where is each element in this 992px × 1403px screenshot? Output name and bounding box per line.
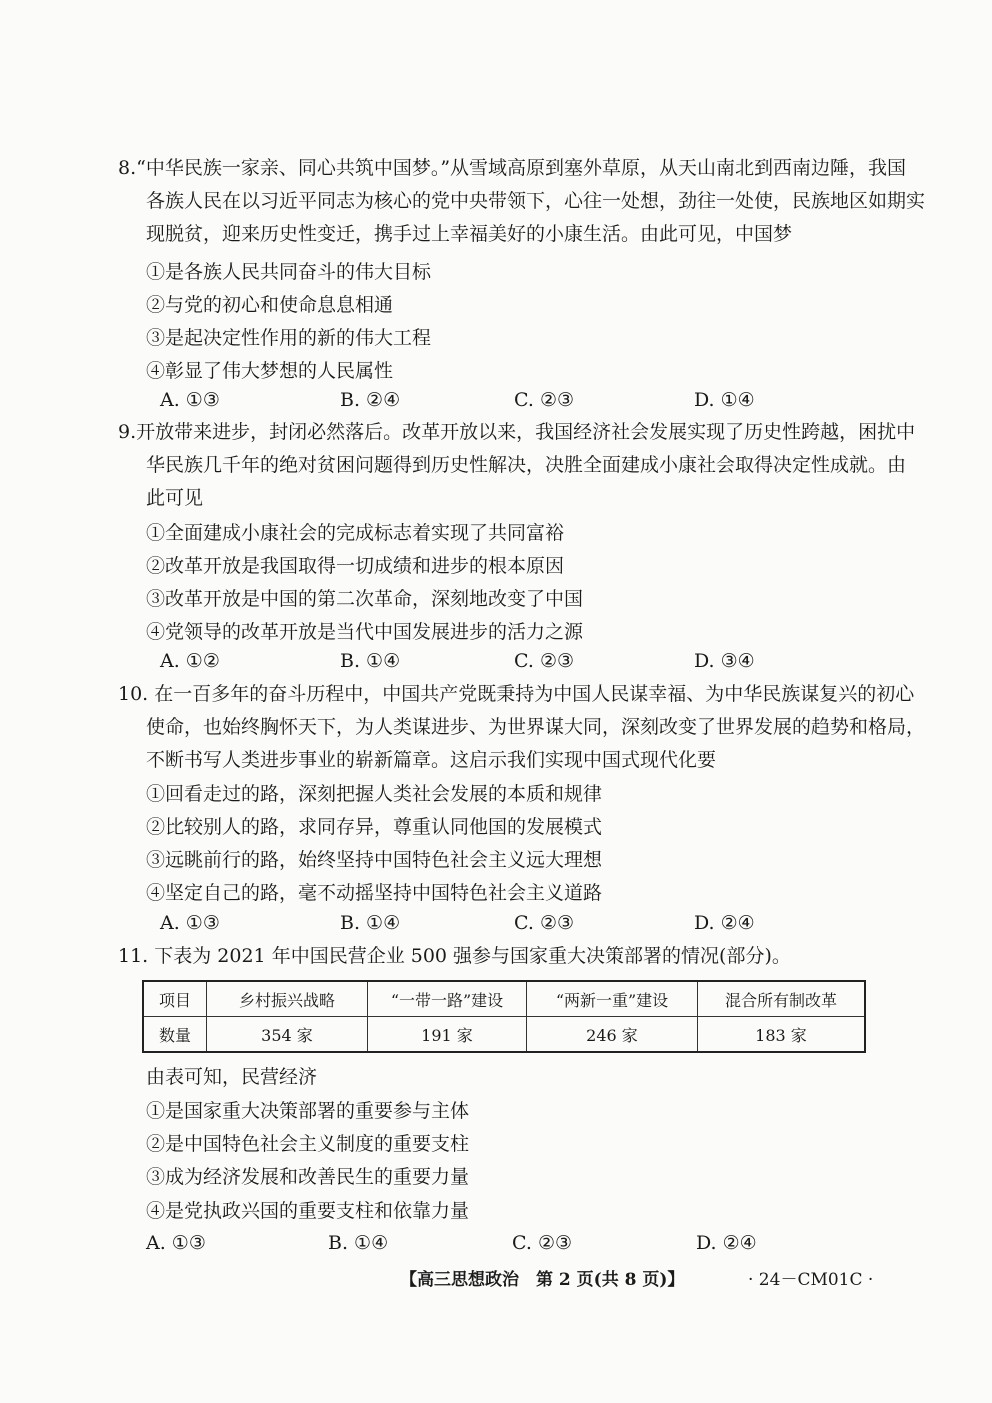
question-11-option-4: ④是党执政兴国的重要支柱和依靠力量 bbox=[146, 1200, 470, 1222]
question-10-answer-a: A. ①③ bbox=[160, 912, 220, 934]
question-8-answer-c: C. ②③ bbox=[514, 389, 575, 411]
question-9-answer-b: B. ①④ bbox=[340, 650, 401, 672]
table-header-cell: 项目 bbox=[143, 981, 207, 1017]
question-11-option-2: ②是中国特色社会主义制度的重要支柱 bbox=[146, 1133, 470, 1155]
table-header-row bbox=[143, 981, 865, 1017]
question-11-after-table: 由表可知，民营经济 bbox=[146, 1066, 318, 1088]
question-10-stem-line-3: 不断书写人类进步事业的崭新篇章。这启示我们实现中国式现代化要 bbox=[146, 749, 717, 771]
question-10-answer-c: C. ②③ bbox=[514, 912, 575, 934]
question-10-option-3: ③远眺前行的路，始终坚持中国特色社会主义远大理想 bbox=[146, 849, 603, 871]
question-9-option-2: ②改革开放是我国取得一切成绩和进步的根本原因 bbox=[146, 555, 565, 577]
question-11-stem-line-1: 11. 下表为 2021 年中国民营企业 500 强参与国家重大决策部署的情况(部分)。 bbox=[118, 945, 791, 967]
table-cell: 数量 bbox=[143, 1017, 207, 1053]
question-10-option-2: ②比较别人的路，求同存异，尊重认同他国的发展模式 bbox=[146, 816, 603, 838]
question-9-option-1: ①全面建成小康社会的完成标志着实现了共同富裕 bbox=[146, 522, 565, 544]
question-11-option-1: ①是国家重大决策部署的重要参与主体 bbox=[146, 1100, 470, 1122]
table-cell: 183 家 bbox=[698, 1017, 866, 1053]
table-header-cell: “两新一重”建设 bbox=[527, 981, 698, 1017]
question-8-option-4: ④彰显了伟大梦想的人民属性 bbox=[146, 360, 394, 382]
question-10-option-1: ①回看走过的路，深刻把握人类社会发展的本质和规律 bbox=[146, 783, 603, 805]
question-8-option-3: ③是起决定性作用的新的伟大工程 bbox=[146, 327, 432, 349]
question-8-answer-d: D. ①④ bbox=[694, 389, 755, 411]
question-9-stem-line-3: 此可见 bbox=[146, 487, 204, 509]
table-header-cell: 乡村振兴战略 bbox=[207, 981, 368, 1017]
table-cell: 246 家 bbox=[527, 1017, 698, 1053]
question-9-answer-c: C. ②③ bbox=[514, 650, 575, 672]
question-11-option-3: ③成为经济发展和改善民生的重要力量 bbox=[146, 1166, 470, 1188]
table-cell: 354 家 bbox=[207, 1017, 368, 1053]
question-8-answer-b: B. ②④ bbox=[340, 389, 401, 411]
question-8-stem-line-3: 现脱贫，迎来历史性变迁，携手过上幸福美好的小康生活。由此可见，中国梦 bbox=[146, 223, 793, 245]
question-11-answer-c: C. ②③ bbox=[512, 1232, 573, 1254]
table-cell: 191 家 bbox=[368, 1017, 527, 1053]
data-table bbox=[142, 980, 866, 1053]
question-11-answer-a: A. ①③ bbox=[146, 1232, 206, 1254]
question-9-answer-a: A. ①② bbox=[160, 650, 220, 672]
question-10-answer-b: B. ①④ bbox=[340, 912, 401, 934]
question-10-option-4: ④坚定自己的路，毫不动摇坚持中国特色社会主义道路 bbox=[146, 882, 603, 904]
question-8-answer-a: A. ①③ bbox=[160, 389, 220, 411]
question-8-stem-line-1: 8.“中华民族一家亲、同心共筑中国梦。”从雪域高原到塞外草原，从天山南北到西南边陲，我国 bbox=[118, 157, 907, 179]
question-11-answer-d: D. ②④ bbox=[696, 1232, 757, 1254]
question-10-stem-line-2: 使命，也始终胸怀天下，为人类谋进步、为世界谋大同，深刻改变了世界发展的趋势和格局， bbox=[146, 716, 926, 738]
question-8-option-1: ①是各族人民共同奋斗的伟大目标 bbox=[146, 261, 432, 283]
question-10-answer-d: D. ②④ bbox=[694, 912, 755, 934]
question-8-stem-line-2: 各族人民在以习近平同志为核心的党中央带领下，心往一处想，劲往一处使，民族地区如期实 bbox=[146, 190, 926, 212]
table-row bbox=[143, 1017, 865, 1053]
question-10-stem-line-1: 10. 在一百多年的奋斗历程中，中国共产党既秉持为中国人民谋幸福、为中华民族谋复兴的初心 bbox=[118, 683, 915, 705]
question-9-answer-d: D. ③④ bbox=[694, 650, 755, 672]
table-header-cell: “一带一路”建设 bbox=[368, 981, 527, 1017]
question-9-option-3: ③改革开放是中国的第二次革命，深刻地改变了中国 bbox=[146, 588, 584, 610]
question-9-option-4: ④党领导的改革开放是当代中国发展进步的活力之源 bbox=[146, 621, 584, 643]
page-footer-title: 【高三思想政治 第 2 页(共 8 页)】 bbox=[400, 1270, 685, 1290]
table-header-cell: 混合所有制改革 bbox=[698, 981, 866, 1017]
question-9-stem-line-2: 华民族几千年的绝对贫困问题得到历史性解决，决胜全面建成小康社会取得决定性成就。由 bbox=[146, 454, 907, 476]
question-8-option-2: ②与党的初心和使命息息相通 bbox=[146, 294, 394, 316]
question-11-answer-b: B. ①④ bbox=[328, 1232, 389, 1254]
page-footer-code: · 24－CM01C · bbox=[748, 1270, 874, 1290]
question-9-stem-line-1: 9.开放带来进步，封闭必然落后。改革开放以来，我国经济社会发展实现了历史性跨越，困扰中 bbox=[118, 421, 916, 443]
